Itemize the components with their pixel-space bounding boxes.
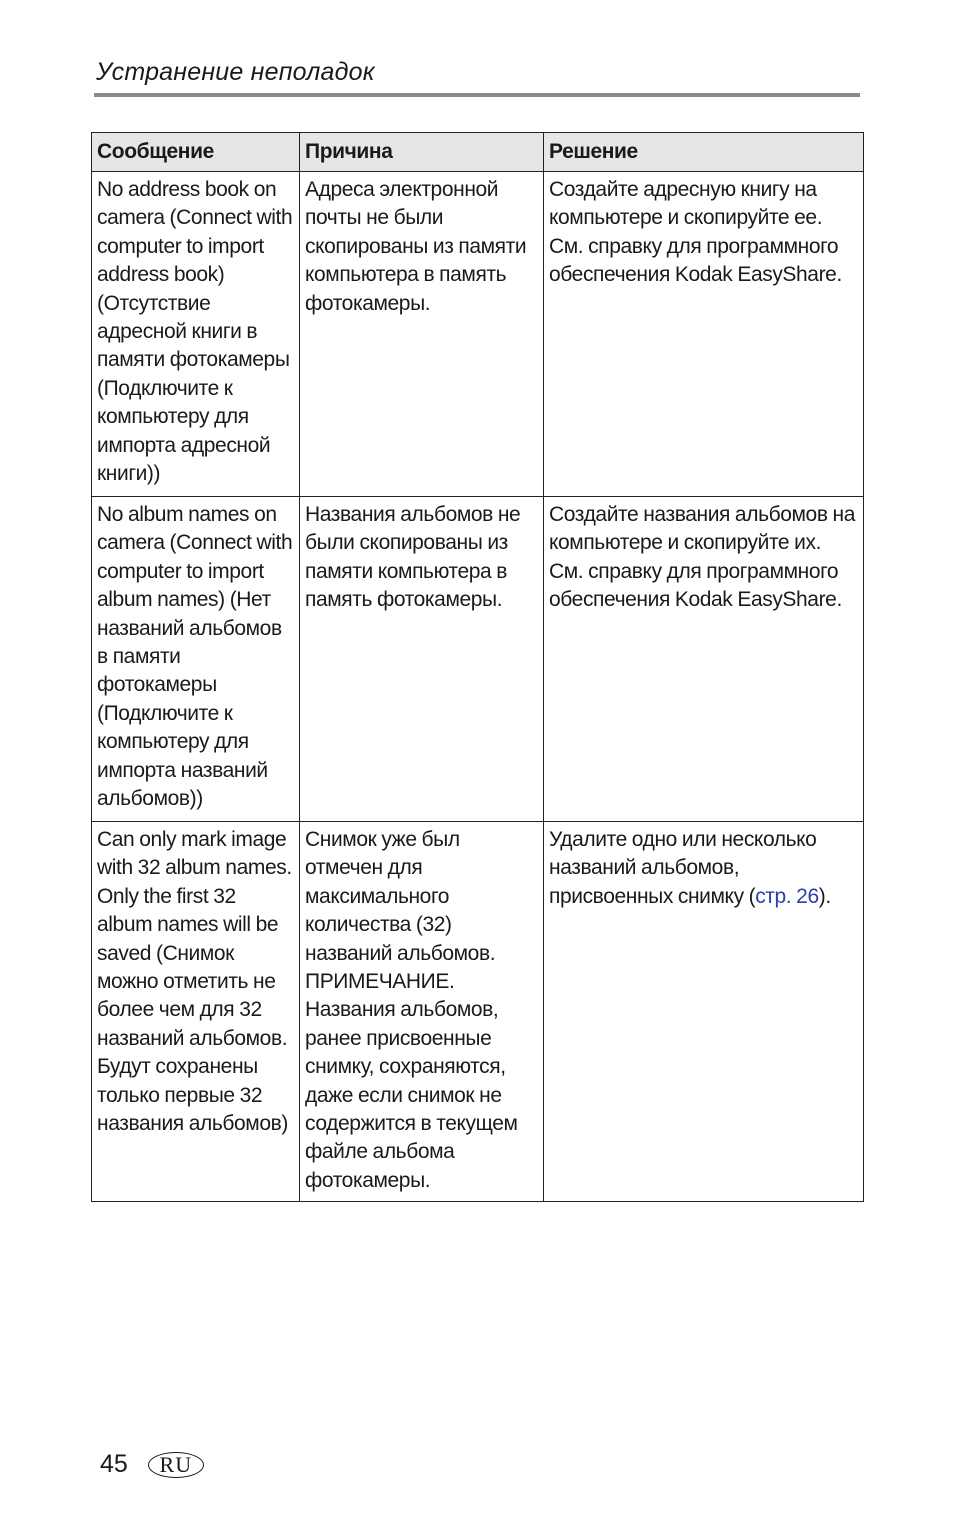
- column-header-cause: Причина: [300, 133, 544, 172]
- table-header-row: [92, 133, 864, 172]
- table-row: [92, 497, 864, 822]
- troubleshooting-table: [91, 132, 864, 1202]
- language-badge: RU: [148, 1452, 204, 1478]
- page-reference-link[interactable]: стр. 26: [755, 884, 819, 908]
- header-divider: [94, 93, 860, 97]
- solution-cell: [544, 822, 864, 1202]
- page-number: 45: [100, 1450, 128, 1478]
- cause-cell: Адреса электронной почты не были скопированы из памяти компьютера в память фотокамеры.: [300, 172, 544, 497]
- message-cell: No album names on camera (Connect with computer to import album names) (Нет названий альбомов в памяти фотокамеры (Подключите к компьютеру для импорта названий альбомов)): [92, 497, 300, 822]
- cause-cell: Названия альбомов не были скопированы из памяти компьютера в память фотокамеры.: [300, 497, 544, 822]
- table-row: [92, 822, 864, 1202]
- table-row: [92, 172, 864, 497]
- page-header-title: Устранение неполадок: [96, 58, 375, 86]
- column-header-message: Сообщение: [92, 133, 300, 172]
- cause-cell: Снимок уже был отмечен для максимального количества (32) названий альбомов. ПРИМЕЧАНИЕ. Названия альбомов, ранее присвоенные снимку, сохраняются, даже если снимок не содержится в текущем файле альбома фотокамеры.: [300, 822, 544, 1202]
- message-cell: No address book on camera (Connect with computer to import address book) (Отсутствие адресной книги в памяти фотокамеры (Подключите к компьютеру для импорта адресной книги)): [92, 172, 300, 497]
- message-cell: Can only mark image with 32 album names. Only the first 32 album names will be saved (Снимок можно отметить не более чем для 32 названий альбомов. Будут сохранены только первые 32 названия альбомов): [92, 822, 300, 1202]
- solution-cell: Создайте адресную книгу на компьютере и скопируйте ее. См. справку для программного обеспечения Kodak EasyShare.: [544, 172, 864, 497]
- solution-cell: Создайте названия альбомов на компьютере и скопируйте их. См. справку для программного обеспечения Kodak EasyShare.: [544, 497, 864, 822]
- solution-text: Удалите одно или несколько названий альбомов, присвоенных снимку (: [549, 828, 817, 908]
- solution-text-end: ).: [818, 884, 831, 908]
- page-footer: [100, 1450, 204, 1479]
- column-header-solution: Решение: [544, 133, 864, 172]
